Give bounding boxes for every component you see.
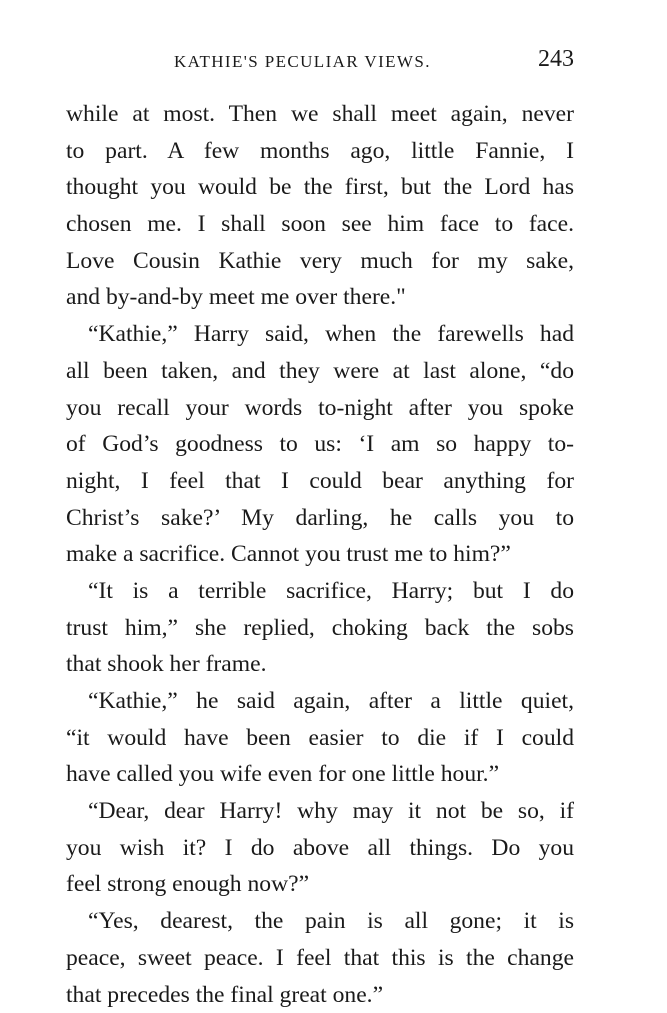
text-line: that shook her frame. (66, 646, 574, 683)
page-number: 243 (538, 46, 574, 73)
text-line: feel strong enough now?” (66, 866, 574, 903)
page-header (66, 46, 574, 76)
text-line: while at most. Then we shall meet again, never (66, 96, 574, 133)
text-line: of God’s goodness to us: ‘I am so happy to- (66, 426, 574, 463)
text-line: chosen me. I shall soon see him face to face. (66, 206, 574, 243)
text-line: Love Cousin Kathie very much for my sake, (66, 243, 574, 280)
paragraph (66, 903, 574, 1013)
text-line: all been taken, and they were at last alone, “do (66, 353, 574, 390)
paragraph (66, 793, 574, 903)
text-line: you wish it? I do above all things. Do you (66, 830, 574, 867)
paragraph (66, 96, 574, 316)
text-line: that precedes the final great one.” (66, 977, 574, 1013)
running-title: KATHIE'S PECULIAR VIEWS. (174, 52, 431, 72)
paragraph (66, 573, 574, 683)
text-line: “Kathie,” he said again, after a little quiet, (66, 683, 574, 720)
text-line: “Yes, dearest, the pain is all gone; it is (66, 903, 574, 940)
text-line: you recall your words to-night after you spoke (66, 390, 574, 427)
text-line: thought you would be the first, but the Lord has (66, 169, 574, 206)
body-text (66, 96, 574, 1013)
paragraph (66, 316, 574, 573)
text-line: “Kathie,” Harry said, when the farewells had (66, 316, 574, 353)
text-line: trust him,” she replied, choking back the sobs (66, 610, 574, 647)
text-line: and by-and-by meet me over there." (66, 279, 574, 316)
text-line: “Dear, dear Harry! why may it not be so, if (66, 793, 574, 830)
text-line: “it would have been easier to die if I could (66, 720, 574, 757)
text-line: have called you wife even for one little hour.” (66, 756, 574, 793)
text-line: make a sacrifice. Cannot you trust me to him?” (66, 536, 574, 573)
text-line: “It is a terrible sacrifice, Harry; but I do (66, 573, 574, 610)
text-line: night, I feel that I could bear anything for (66, 463, 574, 500)
text-line: Christ’s sake?’ My darling, he calls you to (66, 500, 574, 537)
paragraph (66, 683, 574, 793)
text-line: to part. A few months ago, little Fannie, I (66, 133, 574, 170)
text-line: peace, sweet peace. I feel that this is the change (66, 940, 574, 977)
